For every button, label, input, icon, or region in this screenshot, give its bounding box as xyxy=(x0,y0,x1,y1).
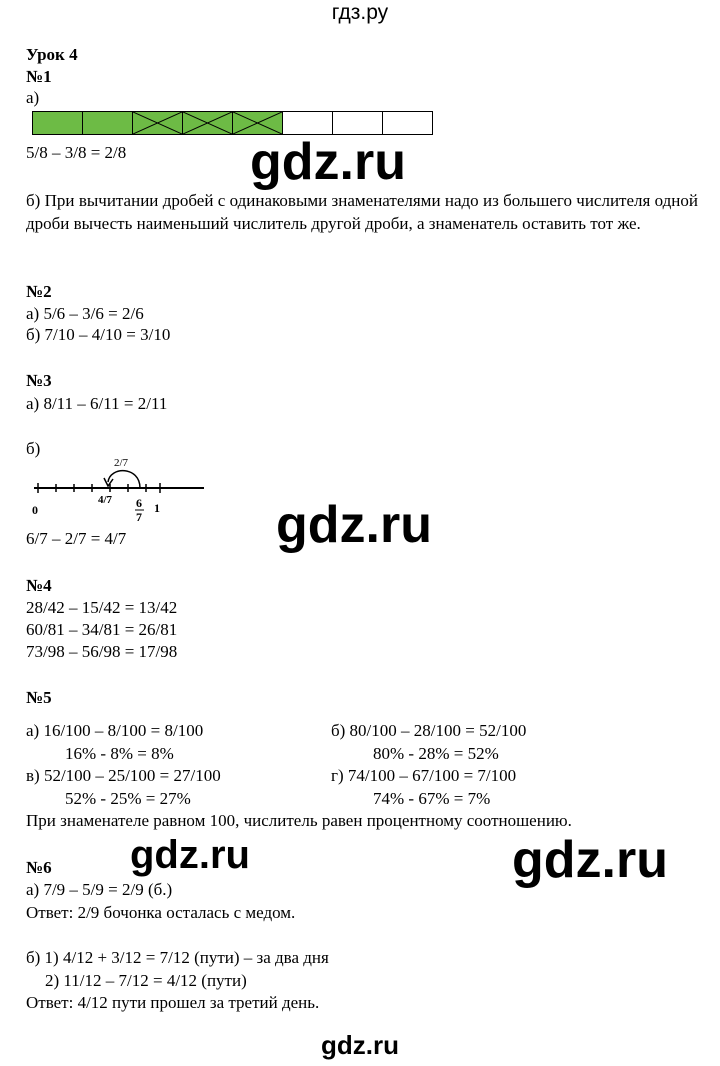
task6-b1: б) 1) 4/12 + 3/12 = 7/12 (пути) – за два дня xyxy=(26,948,329,967)
task5-v1: в) 52/100 – 25/100 = 27/100 xyxy=(26,766,221,785)
task5-a1: а) 16/100 – 8/100 = 8/100 xyxy=(26,721,204,740)
task5-b1: б) 80/100 – 28/100 = 52/100 xyxy=(331,721,527,740)
watermark: gdz.ru xyxy=(276,496,432,554)
watermark: gdz.ru xyxy=(512,831,668,889)
task5-g2: 74% - 67% = 7% xyxy=(373,789,491,808)
watermark: gdz.ru xyxy=(130,833,250,877)
task5-v2: 52% - 25% = 27% xyxy=(65,789,191,808)
task3-equation: 6/7 – 2/7 = 4/7 xyxy=(26,529,127,548)
task3-part-b-label: б) xyxy=(26,439,41,458)
bar-segment-shaded xyxy=(32,111,83,135)
task3-number: №3 xyxy=(26,371,52,390)
lesson-title: Урок 4 xyxy=(26,45,78,64)
site-title: гдз.ру xyxy=(331,1,389,24)
task3-line-a: а) 8/11 – 6/11 = 2/11 xyxy=(26,394,168,413)
task1-number: №1 xyxy=(26,67,52,86)
task6-number: №6 xyxy=(26,858,52,877)
arc-label: 2/7 xyxy=(114,457,129,469)
bar-segment-shaded xyxy=(82,111,133,135)
task2-line: б) 7/10 – 4/10 = 3/10 xyxy=(26,325,171,344)
task5-g1: г) 74/100 – 67/100 = 7/100 xyxy=(331,766,517,785)
task1-part-a-label: а) xyxy=(26,88,40,107)
task5-conclusion: При знаменателе равном 100, числитель равен процентному соотношению. xyxy=(26,811,572,830)
task5-number: №5 xyxy=(26,688,52,707)
task6-a2: Ответ: 2/9 бочонка осталась с медом. xyxy=(26,903,296,922)
task1-part-b-text: б) При вычитании дробей с одинаковыми знаменателями надо из большего числителя одной дроби вычесть наименьший числитель другой дроби, а знаменатель оставить тот же. xyxy=(26,191,698,233)
task5-b2: 80% - 28% = 52% xyxy=(373,744,499,763)
label-7: 7 xyxy=(136,510,142,524)
task5-a2: 16% - 8% = 8% xyxy=(65,744,174,763)
task6-a1: а) 7/9 – 5/9 = 2/9 (б.) xyxy=(26,880,173,899)
watermark: gdz.ru xyxy=(250,133,406,191)
task4-number: №4 xyxy=(26,576,52,595)
task4-line: 73/98 – 56/98 = 17/98 xyxy=(26,642,178,661)
task2-line: а) 5/6 – 3/6 = 2/6 xyxy=(26,304,144,323)
label-6: 6 xyxy=(136,496,142,510)
watermark: gdz.ru xyxy=(321,1030,399,1060)
task6-b3: Ответ: 4/12 пути прошел за третий день. xyxy=(26,993,320,1012)
task1-equation: 5/8 – 3/8 = 2/8 xyxy=(26,143,127,162)
label-0: 0 xyxy=(32,503,38,517)
task6-b2: 2) 11/12 – 7/12 = 4/12 (пути) xyxy=(45,971,247,990)
label-4-7: 4/7 xyxy=(98,494,113,506)
task4-line: 28/42 – 15/42 = 13/42 xyxy=(26,598,178,617)
label-1: 1 xyxy=(154,501,160,515)
number-line-diagram xyxy=(26,452,216,524)
bar-segment-crossed xyxy=(132,111,183,135)
bar-segment-crossed xyxy=(182,111,233,135)
task2-number: №2 xyxy=(26,282,52,301)
task4-line: 60/81 – 34/81 = 26/81 xyxy=(26,620,178,639)
